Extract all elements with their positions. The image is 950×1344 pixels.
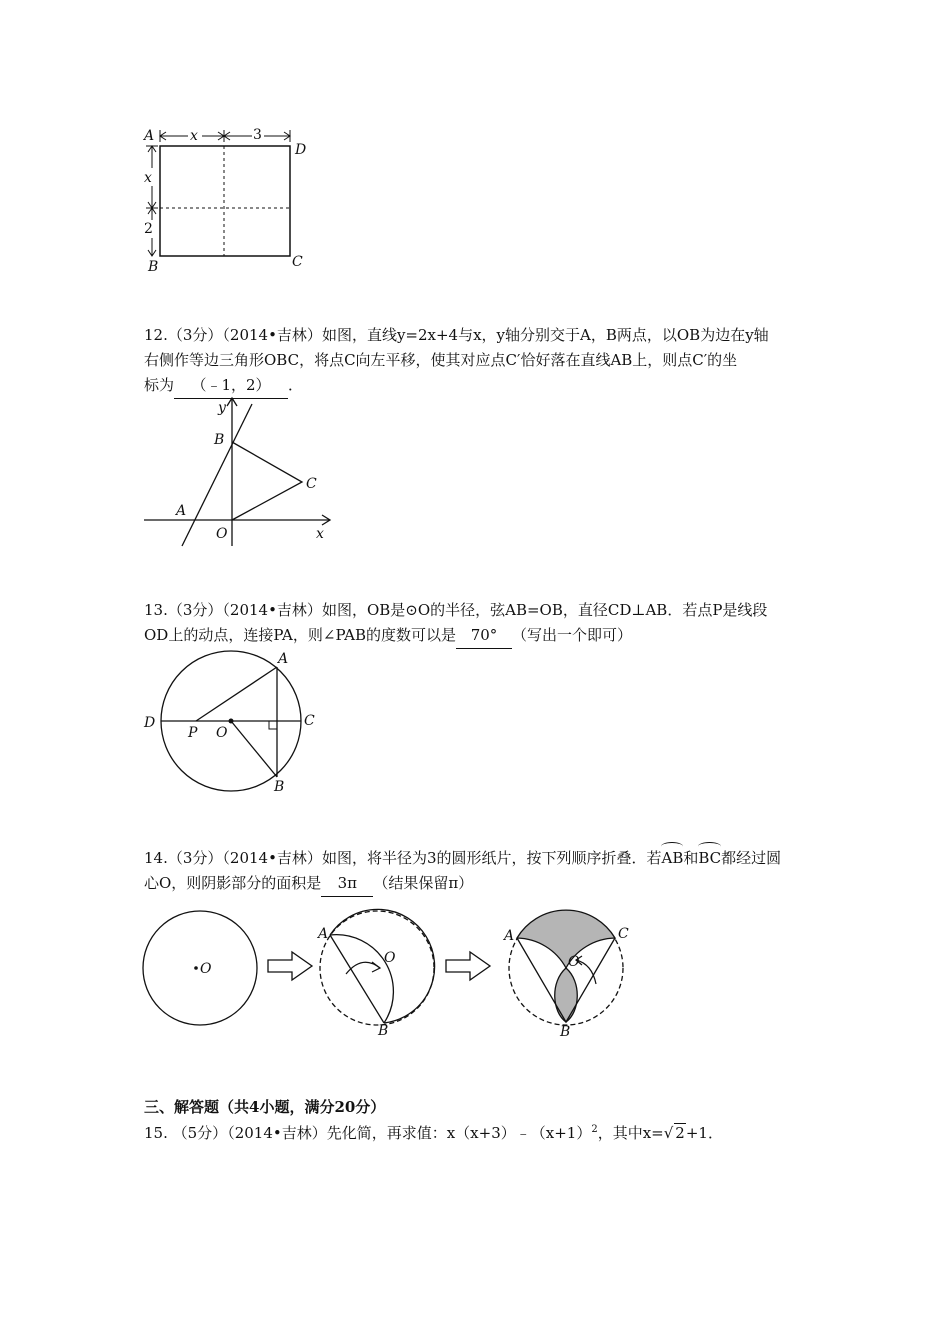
fig12-label-b: B bbox=[214, 432, 225, 448]
fold-arrow-2 bbox=[446, 952, 490, 980]
q13-text-suffix2: （写出一个即可） bbox=[512, 626, 633, 644]
q14-text-and: 和 bbox=[683, 849, 699, 867]
q14-arc-bc: BC bbox=[698, 846, 721, 871]
q12-text-line1: 如图，直线y=2x+4与x，y轴分别交于A，B两点，以OB为边在y轴 bbox=[321, 326, 769, 344]
fig13-label-o: O bbox=[216, 725, 228, 741]
q14-source: （2014•吉林） bbox=[222, 849, 322, 867]
fig11-label-b: B bbox=[148, 259, 159, 275]
q15-number: 15. bbox=[144, 1124, 168, 1142]
fig13-label-c: C bbox=[304, 713, 315, 729]
q14-answer: 3π bbox=[321, 871, 373, 897]
figure-q11-rectangle bbox=[138, 126, 318, 276]
q12-number: 12. bbox=[144, 326, 168, 344]
fig14-label-a3: A bbox=[504, 928, 515, 944]
fig14-label-o1: O bbox=[200, 961, 212, 977]
figure-q14-folding bbox=[140, 902, 640, 1042]
fig14-label-o3: O bbox=[568, 954, 580, 970]
fold-arrow-1 bbox=[268, 952, 312, 980]
sqrt-icon: √ bbox=[663, 1124, 674, 1142]
fig13-label-b: B bbox=[274, 779, 285, 795]
q15-text2: ，其中x= bbox=[597, 1124, 664, 1142]
q13-number: 13. bbox=[144, 601, 168, 619]
fig12-label-c: C bbox=[306, 476, 317, 492]
q12-text-line2: 右侧作等边三角形OBC，将点C向左平移，使其对应点C′恰好落在直线AB上，则点C′的坐 bbox=[144, 351, 738, 369]
fig11-label-2: 2 bbox=[144, 221, 153, 237]
q12-text-suffix3: ． bbox=[288, 376, 304, 394]
figure-q13-circle bbox=[140, 645, 325, 797]
q13-source: （2014•吉林） bbox=[222, 601, 322, 619]
fig12-label-o: O bbox=[216, 526, 228, 542]
fig13-label-d: D bbox=[144, 715, 156, 731]
fig13-label-a: A bbox=[278, 651, 289, 667]
question-12 bbox=[144, 323, 814, 399]
fig11-label-x-top: x bbox=[190, 128, 198, 144]
q14-text-suffix2: （结果保留π） bbox=[373, 874, 474, 892]
fig11-label-x-left: x bbox=[144, 170, 152, 186]
fig14-label-a2: A bbox=[318, 926, 329, 942]
q14-text-prefix2: 心O，则阴影部分的面积是 bbox=[144, 874, 322, 892]
q13-answer: 70° bbox=[456, 623, 512, 649]
q12-answer: （﹣1，2） bbox=[174, 373, 288, 399]
q15-score: （5分） bbox=[172, 1124, 228, 1142]
fig11-label-c: C bbox=[292, 254, 303, 270]
fig11-label-3: 3 bbox=[253, 127, 262, 143]
fig11-label-a: A bbox=[144, 128, 155, 144]
fig12-label-a: A bbox=[176, 503, 187, 519]
q15-text: 先化简，再求值：x（x+3）﹣（x+1） bbox=[326, 1124, 592, 1142]
fig12-label-x: x bbox=[316, 526, 324, 542]
q15-sqrt-arg: 2 bbox=[675, 1124, 685, 1142]
q12-source: （2014•吉林） bbox=[222, 326, 322, 344]
q14-arc-ab: AB bbox=[661, 846, 683, 871]
q13-score: （3分） bbox=[167, 601, 223, 619]
q14-number: 14. bbox=[144, 849, 168, 867]
fig14-label-c3: C bbox=[618, 926, 629, 942]
q12-text-prefix3: 标为 bbox=[144, 376, 175, 394]
question-14 bbox=[144, 846, 814, 897]
q14-score: （3分） bbox=[167, 849, 223, 867]
q14-text-part1: 如图，将半径为3的圆形纸片，按下列顺序折叠．若 bbox=[321, 849, 662, 867]
q13-text-prefix2: OD上的动点，连接PA，则∠PAB的度数可以是 bbox=[144, 626, 457, 644]
fig14-label-b3: B bbox=[560, 1024, 571, 1040]
fig12-label-y: y bbox=[218, 400, 226, 416]
fig14-label-o2: O bbox=[384, 950, 396, 966]
fig13-label-p: P bbox=[188, 725, 198, 741]
question-15 bbox=[144, 1122, 723, 1143]
section-3-heading: 三、解答题（共4小题，满分20分） bbox=[144, 1098, 386, 1116]
fig11-label-d: D bbox=[295, 142, 307, 158]
fig14-label-b2: B bbox=[378, 1023, 389, 1039]
q15-exponent: 2 bbox=[591, 1124, 598, 1135]
q14-text-part2: 都经过圆 bbox=[721, 849, 782, 867]
q15-source: （2014•吉林） bbox=[227, 1124, 327, 1142]
q15-text3: +1． bbox=[685, 1124, 723, 1142]
question-13 bbox=[144, 598, 814, 649]
q12-score: （3分） bbox=[167, 326, 223, 344]
figure-q12-axes bbox=[140, 394, 340, 554]
q13-text-line1: 如图，OB是⊙O的半径，弦AB=OB，直径CD⊥AB．若点P是线段 bbox=[321, 601, 768, 619]
